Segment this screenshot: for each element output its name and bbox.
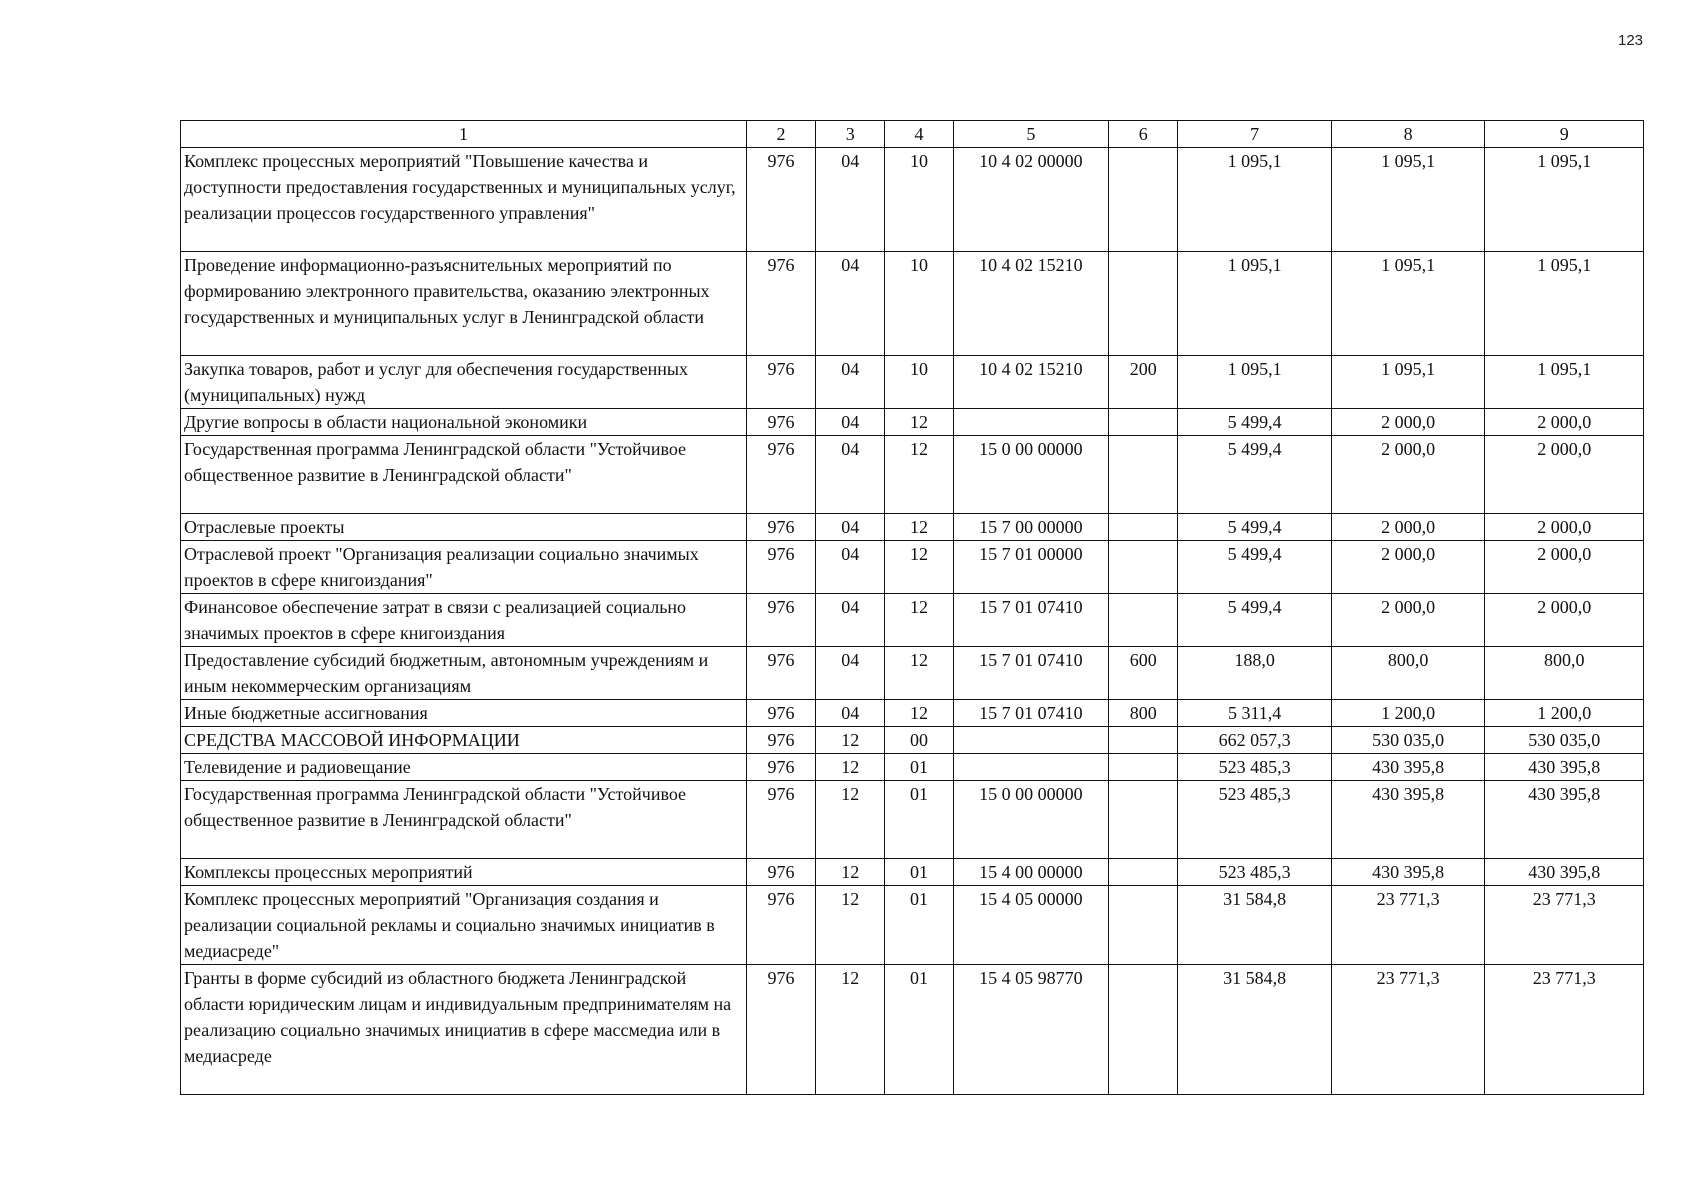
- row-value-col7-cell: 523 485,3: [1178, 859, 1332, 886]
- row-section-cell: 12: [816, 781, 885, 859]
- row-grbs-cell: 976: [746, 594, 815, 647]
- row-value-col7-cell: 5 311,4: [1178, 700, 1332, 727]
- row-subsection-cell: 12: [885, 514, 953, 541]
- row-value-col9-cell: 430 395,8: [1485, 781, 1644, 859]
- row-expense-type-cell: [1109, 436, 1178, 514]
- column-header: 7: [1178, 121, 1332, 148]
- row-value-col7-cell: 31 584,8: [1178, 886, 1332, 965]
- row-value-col9-cell: 2 000,0: [1485, 436, 1644, 514]
- row-subsection-cell: 12: [885, 700, 953, 727]
- row-value-col7-cell: 188,0: [1178, 647, 1332, 700]
- row-name-cell: Государственная программа Ленинградской области "Устойчивое общественное развитие в Ленинградской области": [181, 781, 747, 859]
- row-value-col8-cell: 800,0: [1331, 647, 1485, 700]
- row-value-col8-cell: 530 035,0: [1331, 727, 1485, 754]
- table-row: [181, 356, 1644, 409]
- row-value-col8-cell: 1 095,1: [1331, 356, 1485, 409]
- row-target-article-cell: 15 4 00 00000: [953, 859, 1109, 886]
- row-expense-type-cell: [1109, 594, 1178, 647]
- row-section-cell: 04: [816, 514, 885, 541]
- row-expense-type-cell: [1109, 727, 1178, 754]
- row-section-cell: 04: [816, 436, 885, 514]
- row-grbs-cell: 976: [746, 886, 815, 965]
- row-value-col7-cell: 5 499,4: [1178, 541, 1332, 594]
- row-value-col9-cell: 800,0: [1485, 647, 1644, 700]
- row-value-col7-cell: 1 095,1: [1178, 148, 1332, 252]
- row-expense-type-cell: [1109, 148, 1178, 252]
- table-row: [181, 148, 1644, 252]
- row-grbs-cell: 976: [746, 859, 815, 886]
- row-name-cell: СРЕДСТВА МАССОВОЙ ИНФОРМАЦИИ: [181, 727, 747, 754]
- row-section-cell: 04: [816, 148, 885, 252]
- row-value-col7-cell: 523 485,3: [1178, 781, 1332, 859]
- row-target-article-cell: [953, 409, 1109, 436]
- row-grbs-cell: 976: [746, 781, 815, 859]
- row-value-col7-cell: 5 499,4: [1178, 409, 1332, 436]
- row-subsection-cell: 01: [885, 754, 953, 781]
- row-grbs-cell: 976: [746, 541, 815, 594]
- table-row: [181, 781, 1644, 859]
- row-grbs-cell: 976: [746, 754, 815, 781]
- row-section-cell: 04: [816, 594, 885, 647]
- row-section-cell: 12: [816, 754, 885, 781]
- row-target-article-cell: 15 0 00 00000: [953, 436, 1109, 514]
- row-name-cell: Предоставление субсидий бюджетным, автономным учреждениям и иным некоммерческим организациям: [181, 647, 747, 700]
- row-target-article-cell: [953, 754, 1109, 781]
- row-value-col8-cell: 430 395,8: [1331, 781, 1485, 859]
- row-value-col8-cell: 430 395,8: [1331, 859, 1485, 886]
- row-value-col9-cell: 530 035,0: [1485, 727, 1644, 754]
- row-subsection-cell: 01: [885, 781, 953, 859]
- row-subsection-cell: 12: [885, 436, 953, 514]
- row-target-article-cell: 15 0 00 00000: [953, 781, 1109, 859]
- row-value-col9-cell: 23 771,3: [1485, 965, 1644, 1095]
- row-value-col8-cell: 2 000,0: [1331, 514, 1485, 541]
- row-name-cell: Телевидение и радиовещание: [181, 754, 747, 781]
- row-value-col8-cell: 2 000,0: [1331, 594, 1485, 647]
- row-expense-type-cell: 800: [1109, 700, 1178, 727]
- row-name-cell: Проведение информационно-разъяснительных мероприятий по формированию электронного правительства, оказанию электронных государственных и муниципальных услуг в Ленинградской области: [181, 252, 747, 356]
- column-header: 2: [746, 121, 815, 148]
- budget-table: [180, 120, 1644, 1095]
- row-subsection-cell: 12: [885, 594, 953, 647]
- row-subsection-cell: 10: [885, 148, 953, 252]
- row-grbs-cell: 976: [746, 647, 815, 700]
- row-name-cell: Гранты в форме субсидий из областного бюджета Ленинградской области юридическим лицам и индивидуальным предпринимателям на реализацию социально значимых инициатив в сфере массмедиа или в медиасреде: [181, 965, 747, 1095]
- row-value-col8-cell: 1 095,1: [1331, 148, 1485, 252]
- row-name-cell: Финансовое обеспечение затрат в связи с реализацией социально значимых проектов в сфере книгоиздания: [181, 594, 747, 647]
- row-value-col7-cell: 5 499,4: [1178, 514, 1332, 541]
- column-header: 5: [953, 121, 1109, 148]
- row-section-cell: 12: [816, 859, 885, 886]
- row-name-cell: Другие вопросы в области национальной экономики: [181, 409, 747, 436]
- row-section-cell: 12: [816, 886, 885, 965]
- row-subsection-cell: 10: [885, 252, 953, 356]
- row-grbs-cell: 976: [746, 356, 815, 409]
- row-target-article-cell: 10 4 02 00000: [953, 148, 1109, 252]
- row-name-cell: Отраслевые проекты: [181, 514, 747, 541]
- row-grbs-cell: 976: [746, 514, 815, 541]
- row-section-cell: 04: [816, 409, 885, 436]
- row-grbs-cell: 976: [746, 700, 815, 727]
- row-expense-type-cell: [1109, 886, 1178, 965]
- row-value-col9-cell: 2 000,0: [1485, 541, 1644, 594]
- column-header: 1: [181, 121, 747, 148]
- row-subsection-cell: 12: [885, 647, 953, 700]
- table-row: [181, 252, 1644, 356]
- row-subsection-cell: 12: [885, 409, 953, 436]
- row-subsection-cell: 01: [885, 859, 953, 886]
- row-name-cell: Комплексы процессных мероприятий: [181, 859, 747, 886]
- row-expense-type-cell: [1109, 754, 1178, 781]
- row-value-col9-cell: 2 000,0: [1485, 514, 1644, 541]
- row-target-article-cell: 10 4 02 15210: [953, 252, 1109, 356]
- row-value-col9-cell: 1 095,1: [1485, 356, 1644, 409]
- row-value-col7-cell: 5 499,4: [1178, 436, 1332, 514]
- row-expense-type-cell: [1109, 252, 1178, 356]
- row-grbs-cell: 976: [746, 148, 815, 252]
- row-section-cell: 04: [816, 252, 885, 356]
- row-target-article-cell: [953, 727, 1109, 754]
- row-subsection-cell: 00: [885, 727, 953, 754]
- row-grbs-cell: 976: [746, 409, 815, 436]
- column-header: 4: [885, 121, 953, 148]
- table-row: [181, 409, 1644, 436]
- row-value-col9-cell: 1 095,1: [1485, 148, 1644, 252]
- table-row: [181, 594, 1644, 647]
- table-row: [181, 965, 1644, 1095]
- row-value-col7-cell: 31 584,8: [1178, 965, 1332, 1095]
- row-subsection-cell: 12: [885, 541, 953, 594]
- row-grbs-cell: 976: [746, 436, 815, 514]
- row-grbs-cell: 976: [746, 965, 815, 1095]
- row-section-cell: 04: [816, 647, 885, 700]
- row-target-article-cell: 15 4 05 98770: [953, 965, 1109, 1095]
- row-value-col9-cell: 1 095,1: [1485, 252, 1644, 356]
- row-expense-type-cell: [1109, 965, 1178, 1095]
- row-target-article-cell: 15 7 01 07410: [953, 700, 1109, 727]
- table-row: [181, 541, 1644, 594]
- row-value-col9-cell: 23 771,3: [1485, 886, 1644, 965]
- column-header: 8: [1331, 121, 1485, 148]
- table-row: [181, 727, 1644, 754]
- row-value-col8-cell: 23 771,3: [1331, 886, 1485, 965]
- row-name-cell: Отраслевой проект "Организация реализации социально значимых проектов в сфере книгоиздания": [181, 541, 747, 594]
- row-value-col7-cell: 1 095,1: [1178, 356, 1332, 409]
- row-expense-type-cell: [1109, 409, 1178, 436]
- row-name-cell: Закупка товаров, работ и услуг для обеспечения государственных (муниципальных) нужд: [181, 356, 747, 409]
- row-value-col7-cell: 662 057,3: [1178, 727, 1332, 754]
- row-name-cell: Комплекс процессных мероприятий "Повышение качества и доступности предоставления государственных и муниципальных услуг, реализации процессов государственного управления": [181, 148, 747, 252]
- row-value-col7-cell: 1 095,1: [1178, 252, 1332, 356]
- row-target-article-cell: 15 7 01 07410: [953, 594, 1109, 647]
- row-target-article-cell: 15 7 00 00000: [953, 514, 1109, 541]
- row-value-col8-cell: 1 200,0: [1331, 700, 1485, 727]
- row-value-col9-cell: 430 395,8: [1485, 859, 1644, 886]
- page-number: 123: [1618, 32, 1644, 49]
- column-header: 9: [1485, 121, 1644, 148]
- column-header: 3: [816, 121, 885, 148]
- row-section-cell: 12: [816, 965, 885, 1095]
- row-value-col8-cell: 2 000,0: [1331, 436, 1485, 514]
- row-value-col9-cell: 1 200,0: [1485, 700, 1644, 727]
- row-expense-type-cell: 200: [1109, 356, 1178, 409]
- table-row: [181, 886, 1644, 965]
- row-name-cell: Комплекс процессных мероприятий "Организация создания и реализации социальной рекламы и социально значимых инициатив в медиасреде": [181, 886, 747, 965]
- row-value-col9-cell: 430 395,8: [1485, 754, 1644, 781]
- row-target-article-cell: 15 4 05 00000: [953, 886, 1109, 965]
- row-target-article-cell: 15 7 01 07410: [953, 647, 1109, 700]
- row-section-cell: 04: [816, 541, 885, 594]
- table-row: [181, 754, 1644, 781]
- row-value-col8-cell: 2 000,0: [1331, 409, 1485, 436]
- row-expense-type-cell: 600: [1109, 647, 1178, 700]
- row-value-col8-cell: 2 000,0: [1331, 541, 1485, 594]
- table-row: [181, 700, 1644, 727]
- row-target-article-cell: 15 7 01 00000: [953, 541, 1109, 594]
- row-name-cell: Государственная программа Ленинградской области "Устойчивое общественное развитие в Ленинградской области": [181, 436, 747, 514]
- row-subsection-cell: 10: [885, 356, 953, 409]
- row-value-col8-cell: 1 095,1: [1331, 252, 1485, 356]
- table-header-row: [181, 121, 1644, 148]
- row-value-col9-cell: 2 000,0: [1485, 409, 1644, 436]
- row-value-col8-cell: 430 395,8: [1331, 754, 1485, 781]
- table-row: [181, 647, 1644, 700]
- row-section-cell: 04: [816, 700, 885, 727]
- table-row: [181, 436, 1644, 514]
- row-target-article-cell: 10 4 02 15210: [953, 356, 1109, 409]
- table-row: [181, 859, 1644, 886]
- row-value-col7-cell: 5 499,4: [1178, 594, 1332, 647]
- row-section-cell: 12: [816, 727, 885, 754]
- row-expense-type-cell: [1109, 514, 1178, 541]
- table-row: [181, 514, 1644, 541]
- row-grbs-cell: 976: [746, 252, 815, 356]
- row-expense-type-cell: [1109, 781, 1178, 859]
- row-grbs-cell: 976: [746, 727, 815, 754]
- row-value-col8-cell: 23 771,3: [1331, 965, 1485, 1095]
- row-section-cell: 04: [816, 356, 885, 409]
- column-header: 6: [1109, 121, 1178, 148]
- row-subsection-cell: 01: [885, 965, 953, 1095]
- row-value-col7-cell: 523 485,3: [1178, 754, 1332, 781]
- row-value-col9-cell: 2 000,0: [1485, 594, 1644, 647]
- row-expense-type-cell: [1109, 541, 1178, 594]
- row-subsection-cell: 01: [885, 886, 953, 965]
- row-expense-type-cell: [1109, 859, 1178, 886]
- row-name-cell: Иные бюджетные ассигнования: [181, 700, 747, 727]
